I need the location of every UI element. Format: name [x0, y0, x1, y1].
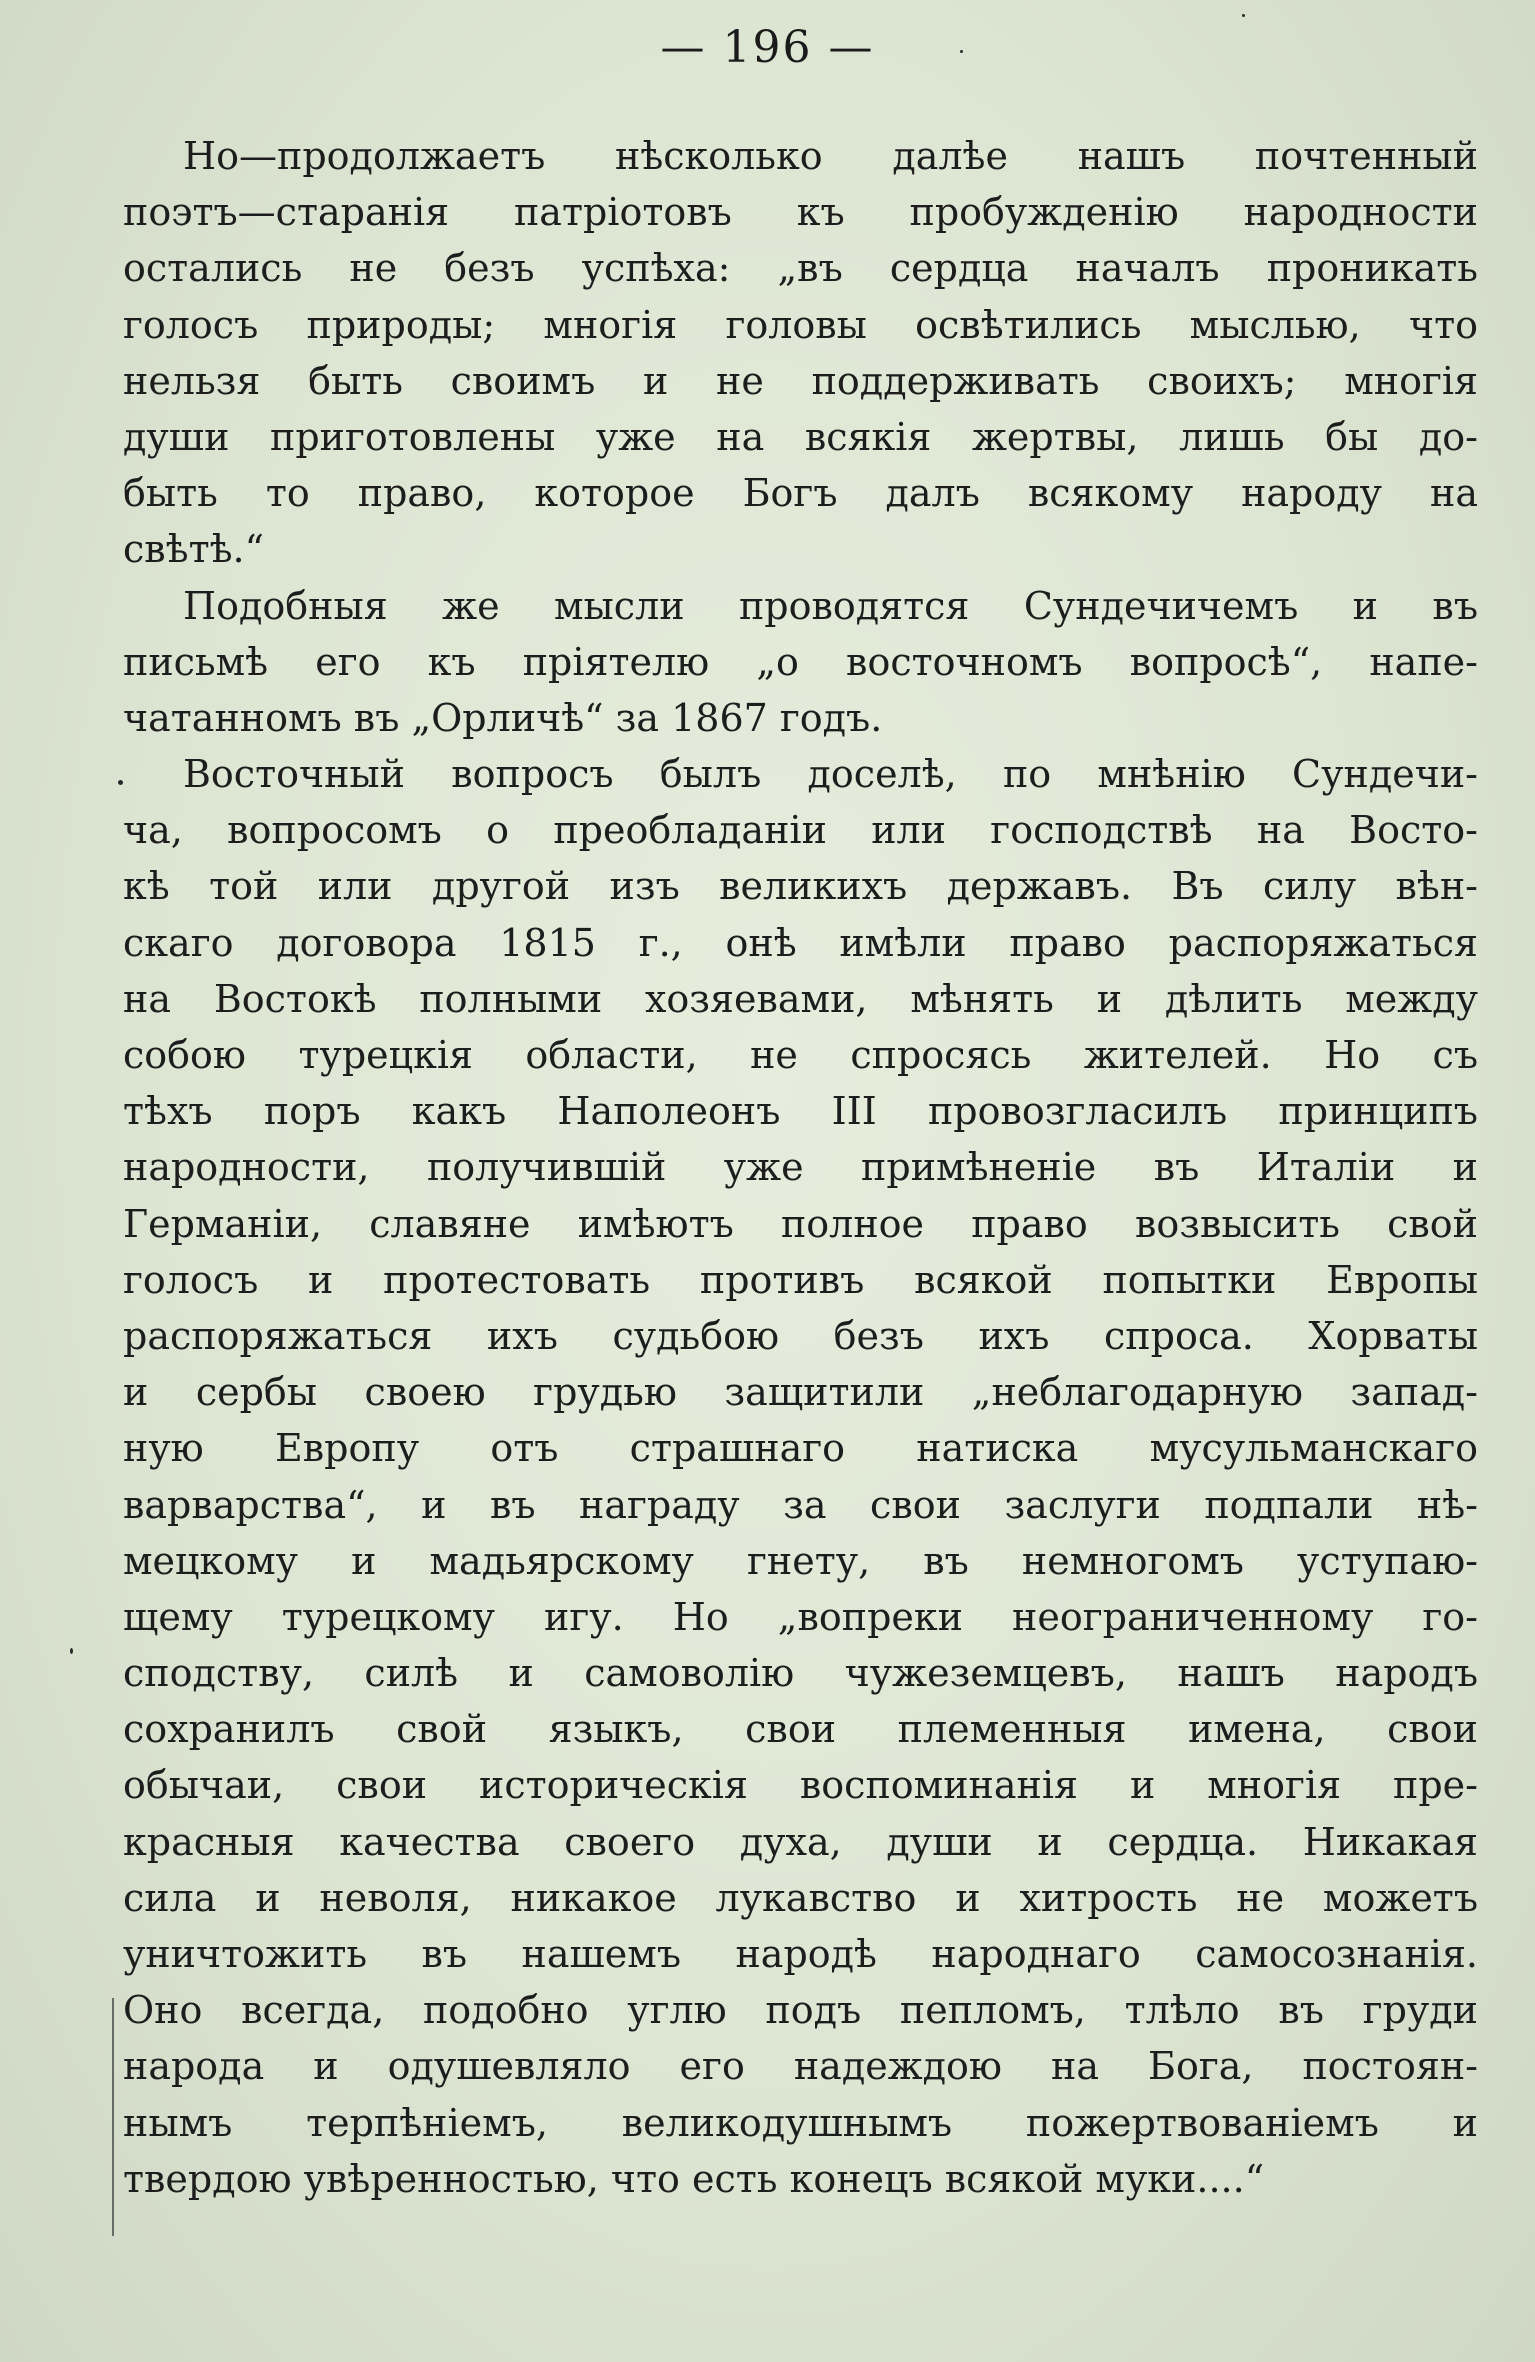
text-line: кѣ той или другой изъ великихъ державъ. Въ силу вѣн- [123, 864, 1478, 909]
ink-speck [70, 1648, 73, 1654]
text-line: тѣхъ поръ какъ Наполеонъ III провозгласилъ принципъ [123, 1089, 1478, 1134]
text-line: обычаи, свои историческія воспоминанія и многія пре- [123, 1763, 1478, 1808]
paragraph [123, 746, 1478, 2207]
text-line: ча, вопросомъ о преобладаніи или господствѣ на Восто- [123, 808, 1478, 853]
page-number: — 196 — [660, 22, 875, 73]
text-line: уничтожить въ нашемъ народѣ народнаго самосознанія. [123, 1932, 1478, 1976]
ink-speck [960, 50, 963, 53]
text-line: твердою увѣренностью, что есть конецъ всякой муки....“ [123, 2156, 1265, 2201]
text-line: на Востокѣ полными хозяевами, мѣнять и дѣлить между [123, 976, 1478, 1021]
text-line: Восточный вопросъ былъ доселѣ, по мнѣнію Сундечи- [183, 752, 1478, 797]
text-line: варварства“, и въ награду за свои заслуги подпали нѣ- [123, 1482, 1478, 1527]
text-line: остались не безъ успѣха: „въ сердца началъ проникать [123, 246, 1478, 291]
paragraph [123, 128, 1478, 578]
text-line: народа и одушевляло его надеждою на Бога, постоян- [123, 2044, 1478, 2089]
text-line: собою турецкія области, не спросясь жителей. Но съ [123, 1033, 1478, 1077]
text-line: щему турецкому игу. Но „вопреки неограниченному го- [123, 1594, 1478, 1639]
margin-bracket-mark [112, 1998, 120, 2236]
text-line: чатанномъ въ „Орличѣ“ за 1867 годъ. [123, 695, 883, 740]
text-line: свѣтѣ.“ [123, 527, 265, 572]
ink-speck [1242, 14, 1245, 17]
text-line: души приготовлены уже на всякія жертвы, лишь бы до- [123, 414, 1478, 459]
text-line: голосъ и протестовать противъ всякой попытки Европы [123, 1257, 1478, 1302]
text-line: сподству, силѣ и самоволію чужеземцевъ, нашъ народъ [123, 1651, 1478, 1696]
text-line: и сербы своею грудью защитили „неблагодарную запад- [123, 1370, 1478, 1415]
ink-speck [118, 780, 123, 785]
paragraph [123, 578, 1478, 747]
text-line: поэтъ—старанія патріотовъ къ пробужденію народности [123, 190, 1478, 235]
text-line: сохранилъ свой языкъ, свои племенныя имена, свои [123, 1707, 1478, 1752]
text-line: нельзя быть своимъ и не поддерживать своихъ; многія [123, 358, 1478, 403]
text-line: Но—продолжаетъ нѣсколько далѣе нашъ почтенный [183, 134, 1478, 178]
text-line: письмѣ его къ пріятелю „о восточномъ вопросѣ“, напе- [123, 639, 1478, 684]
text-line: красныя качества своего духа, души и сердца. Никакая [123, 1819, 1478, 1864]
page-body-text [123, 128, 1478, 2207]
text-line: быть то право, которое Богъ далъ всякому народу на [123, 471, 1478, 516]
text-line: распоряжаться ихъ судьбою безъ ихъ спроса. Хорваты [123, 1313, 1478, 1358]
text-line: Германіи, славяне имѣютъ полное право возвысить свой [123, 1201, 1478, 1246]
text-line: Оно всегда, подобно углю подъ пепломъ, тлѣло въ груди [123, 1988, 1478, 2033]
text-line: Подобныя же мысли проводятся Сундечичемъ и въ [183, 583, 1478, 628]
text-line: ную Европу отъ страшнаго натиска мусульманскаго [123, 1426, 1478, 1471]
text-line: мецкому и мадьярскому гнету, въ немногомъ уступаю- [123, 1538, 1478, 1583]
text-line: нымъ терпѣніемъ, великодушнымъ пожертвованіемъ и [123, 2100, 1478, 2145]
text-line: народности, получившій уже примѣненіе въ Италіи и [123, 1145, 1478, 1190]
text-line: голосъ природы; многія головы освѣтились мыслью, что [123, 302, 1478, 347]
text-line: скаго договора 1815 г., онѣ имѣли право распоряжаться [123, 920, 1478, 965]
text-line: сила и неволя, никакое лукавство и хитрость не можетъ [123, 1875, 1478, 1920]
